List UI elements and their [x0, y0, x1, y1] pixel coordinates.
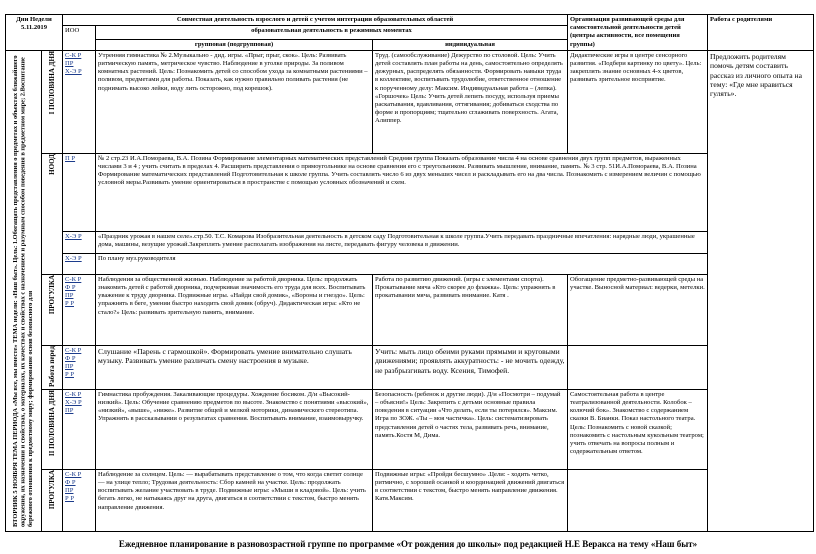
row-codes: С-К Р Ф Р ПР Р Р: [63, 345, 96, 389]
row-codes: С-К Р Ф Р ПР Р Р: [63, 274, 96, 345]
nod-art-cell: «Праздник урожая в нашем селе».стр.50. Т.С. Комарова Изобразительная деятельность в детском саду Подготовительная к школе группа.Учить передавать праздничные впечатления: нарядные люди, украшенные дома, машины, везущие урожай.Закреплять умение располагать изображения на листе, передавать фигуру человека в движении.: [96, 231, 708, 253]
group-header: групповая (подгрупповая): [96, 39, 373, 50]
pm-group-cell: Гимнастика пробуждения. Закаливающие процедуры. Хождение босиком. Д/и «Высокий-низкий». Цель: Обучение сравнению предметов по высоте. Знакомство с понятиями «высокий», «низкий», «выше», «ниже». Развитие общей и мелкой моторики, динамического стереотипа. Упражнять в рассказывании о результатах сравнения. Воспитывать внимание, взаимовыручку.: [96, 389, 373, 469]
individual-header: индивидуальная: [373, 39, 568, 50]
part-before-sleep: [42, 345, 63, 389]
ioo-header: ИОО: [63, 26, 96, 51]
days-week-label: Дни Недели: [16, 16, 52, 23]
before-sleep-group-cell: Слушание «Парень с гармошкой». Формировать умение внимательно слушать музыку. Развивать умение различать смену настроения в музыке.: [96, 345, 373, 389]
row-codes: Х-Э Р: [63, 231, 96, 253]
plan-table: [5, 14, 814, 532]
row-codes: С-К Р Х-Э Р ПР: [63, 389, 96, 469]
row1-env-cell: Дидактические игры в центре сенсорного развития. «Подбери картинку по цвету». Цель: закреплять знание основных 4-х цветов, развивать зрительное восприятие.: [568, 50, 708, 153]
row-codes: С-К Р Ф Р ПР Р Р: [63, 469, 96, 531]
walk1-env-cell: Обогащение предметно-развивающей среды на участке. Выносной материал: ведерки, метелки.: [568, 274, 708, 345]
pm-individual-cell: Безопасность (ребенок и другие люди). Д/и «Посмотри – подумай – объясни!» Цель: Закрепить с детьми основные правила поведения в ситуации «Что делать, если ты потерялся». Максим. Игра по ЗОЖ. «Ты – моя частичка». Цель: систематизировать представления детей о частях тела, развивать речь, внимание, память.Костя М, Дима.: [373, 389, 568, 469]
before-sleep-individual-cell: Учить: мыть лицо обеими руками прямыми и круговыми движениями; проявлять аккуратность: - не мочить одежду, не разбрызгивать воду. Ксения, Тимофей.: [373, 345, 568, 389]
part-before-sleep-label: Работа перед: [47, 345, 56, 387]
nod-math-cell: № 2 стр.23 И.А.Помораева, В.А. Позина Формирование элементарных математических представлений Средняя группа Показать образование числа 4 на основе сравнения двух групп предметов, выраженных числами 3 и 4 ; учить считать в пределах 4. Расширить представления о прямоугольнике на основе сравнения его с треугольником. Развивать мышление, внимание, память. № 3 стр. 51И.А.Помораева, В.А. Позина Формирование математических представлений Подготовительная к школе группа. Учить составлять число 6 из двух меньших чисел и раскладывать его на два числа. Познакомить с измерением величин с помощью условной меры.Развивать умение ориентироваться в пространстве с помощью условных обозначений и схем.: [96, 153, 708, 231]
row-codes: С-К Р ПР Х-Э Р: [63, 50, 96, 153]
walk2-group-cell: Наблюдение за солнцем. Цель: — вырабатывать представление о том, что когда светит солнце — на улице тепло; Трудовая деятельность: Сбор камней на участке. Цель: продолжать воспитывать желание участвовать в труде. Подвижные игры: «Мыши в кладовой». Цель: учить бегать легко, не натыкаясь друг на друга, двигаться в соответствии с текстом, быстро менять направление движения.: [96, 469, 373, 531]
parents-header: Работа с родителями: [708, 15, 814, 51]
part-walk1: [42, 274, 63, 345]
part-first-half: [42, 50, 63, 153]
row1-group-cell: Утренняя гимнастика № 2.Музыкально - дид. игры. «Прыг, прыг, скок». Цель: Развивать ритмическую память, метрическое чувство. Наблюдение в уголке природы. За поливом комнатных растений. Цель: Познакомить детей со способом ухода за комнатными растениями – поливом, предметами для работы. Показать, как нужно правильно поливать растения (не поднимать высоко лейки, воду лить осторожно, под корешок).: [96, 50, 373, 153]
edu-header: образовательная деятельность в режимных моментах: [96, 26, 568, 39]
row-codes: Х-Э Р: [63, 253, 96, 274]
part-walk2-label: ПРОГУЛКА: [47, 469, 56, 509]
walk1-individual-cell: Работа по развитию движений. (игры с элементами спорта). Прокатывание мяча «Кто скорее до флажка». Цель: упражнять в прокатывании мяча, развивать внимание. Катя .: [373, 274, 568, 345]
before-sleep-env-cell: [568, 345, 708, 389]
part-walk2: [42, 469, 63, 531]
walk2-env-cell: [568, 469, 708, 531]
pm-env-cell: Самостоятельная работа в центре театрализованной деятельности. Колобок – колючий бок». Знакомство с содержанием сказки В. Бианки. Показ настольного театра. Цель: Познакомить с новой сказкой; познакомить с настольным кукольным театром; учить отвечать на вопросы полным и содержательным ответом.: [568, 389, 708, 469]
part-walk1-label: ПРОГУЛКА: [47, 274, 56, 314]
part-second-half-label: II ПОЛОВИНА ДНЯ: [47, 389, 56, 456]
part-second-half: [42, 389, 63, 469]
parents-cell: Предложить родителям помочь детям составить рассказ из личного опыта на тему: «Где мне нравиться гулять».: [708, 50, 814, 531]
row1-individual-cell: Труд. (самообслуживание) Дежурство по столовой. Цель: Учить детей составлять план работы на день, самостоятельно определять дежурных, распределять обязанности. Формировать навыки труда в коллективе, воспитывать трудолюбие, ответственное отношение к порученному делу: Максим. Индивидуальная работа – (лепка). «Горшочек» Цель: Учить детей лепить посуду, используя приемы раскатывания, вдавливания, оттягивания; добиваться сходства по форме и пропорциям; тщательно сглаживать поверхность. Агата, Алиппер.: [373, 50, 568, 153]
day-theme-label: ВТОРНИК 5 НОЯБРЯ ТЕМА ПЕРИОДА «Мы все, мы вместе» ТЕМА недели: «Наш быт». Цель: 1.Обогащать представления о предметах и объектах ближайшего окружения, их назначении и свойствах, о материалах, их качествах и свойствах с назначением и разумным способом поведения в предметном мире; 2.Воспитание бережного отношения к предметному миру; формирование основ безопасного для: [12, 55, 35, 527]
part-first-half-label: I ПОЛОВИНА ДНЯ: [47, 50, 56, 115]
walk1-group-cell: Наблюдения за общественной жизнью. Наблюдение за работой дворника. Цель: продолжать знакомить детей с работой дворника, подчеркивая значимость его труда для всех. Воспитывать уважение к труду дворника. Подвижные игры. «Найди свой домик», «Вороны и гнездо». Цель: упражнять в беге, умении быстро находить свой домик (обруч). Дидактическая игра: «Кто не стало?» Цель: развивать зрительную память, внимание.: [96, 274, 373, 345]
days-header-cell: [6, 15, 63, 51]
part-nod-label: НООД: [47, 153, 56, 175]
env-header: Организация развивающей среды для самостоятельной деятельности детей (центры активности, все помещения группы): [568, 15, 708, 51]
joint-header: Совместная деятельность взрослого и детей с учетом интеграции образовательных областей: [63, 15, 568, 26]
nod-music-cell: По плану муз.руководителя: [96, 253, 708, 274]
part-nod: [42, 153, 63, 274]
footer-title: Ежедневное планирование в разновозрастной группе по программе «От рождения до школы» под редакцией Н.Е Веракса на тему «Наш быт»: [118, 539, 698, 549]
row-codes: П Р: [63, 153, 96, 231]
walk2-individual-cell: Подвижные игры: «Пройди бесшумно» .Цели: - ходить четко, ритмично, с хорошей осанкой и координацией движений двигаться в соответствии с текстом, быстро менять направление движения. Катя.Максим.: [373, 469, 568, 531]
date-label: 5.11.2019: [21, 24, 48, 32]
day-theme-cell: [6, 50, 42, 531]
